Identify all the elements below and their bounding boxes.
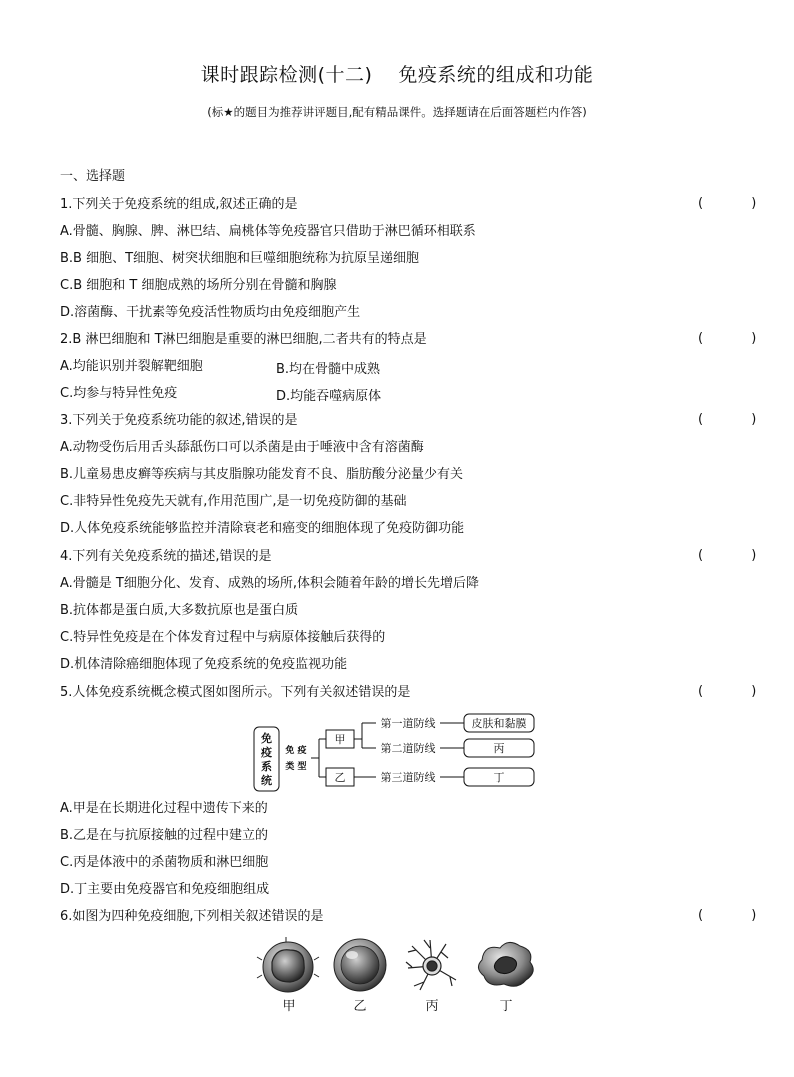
title-part-b: 免疫系统的组成和功能: [398, 64, 594, 86]
box2-label: 丙: [493, 742, 505, 755]
q2-option-b: B.均在骨髓中成熟: [276, 362, 381, 377]
answer-bracket: ( ): [698, 548, 779, 563]
question-2-stem: 2.B 淋巴细胞和 T淋巴细胞是重要的淋巴细胞,二者共有的特点是: [60, 332, 427, 347]
type-label-line1: 免 疫: [285, 746, 307, 756]
q1-option-b: B.B 细胞、T细胞、树突状细胞和巨噬细胞统称为抗原呈递细胞: [60, 251, 420, 266]
q4-option-b: B.抗体都是蛋白质,大多数抗原也是蛋白质: [60, 603, 299, 618]
cell-label-bing: 丙: [425, 999, 439, 1014]
question-3-stem: 3.下列关于免疫系统功能的叙述,错误的是: [60, 413, 298, 428]
answer-bracket: ( ): [698, 908, 779, 923]
q4-option-d: D.机体清除癌细胞体现了免疫系统的免疫监视功能: [60, 657, 348, 672]
system-char-3: 系: [261, 760, 272, 773]
cell-yi: [334, 939, 386, 991]
page-subtitle: (标★的题目为推荐讲评题目,配有精品课件。选择题请在后面答题栏内作答): [207, 105, 587, 119]
section-heading: 一、选择题: [60, 169, 126, 184]
q1-option-a: A.骨髓、胸腺、脾、淋巴结、扁桃体等免疫器官只借助于淋巴循环相联系: [60, 224, 476, 239]
type-label-line2: 类 型: [285, 762, 307, 772]
question-6-stem: 6.如图为四种免疫细胞,下列相关叙述错误的是: [60, 909, 324, 924]
title-part-a: 课时跟踪检测(十二): [200, 64, 373, 86]
q1-option-d: D.溶菌酶、干扰素等免疫活性物质均由免疫细胞产生: [60, 305, 361, 320]
cell-label-jia: 甲: [282, 999, 296, 1014]
system-char-4: 统: [261, 774, 272, 787]
cell-jia: [257, 937, 319, 992]
system-char-1: 免: [261, 732, 272, 745]
cell-label-ding: 丁: [499, 999, 513, 1014]
jia-label: 甲: [334, 733, 346, 746]
q5-option-c: C.丙是体液中的杀菌物质和淋巴细胞: [60, 855, 269, 870]
question-5-stem: 5.人体免疫系统概念模式图如图所示。下列有关叙述错误的是: [60, 685, 411, 700]
box3-label: 丁: [493, 771, 505, 784]
q2-option-d: D.均能吞噬病原体: [276, 389, 382, 404]
q4-option-c: C.特异性免疫是在个体发育过程中与病原体接触后获得的: [60, 630, 386, 645]
q5-option-d: D.丁主要由免疫器官和免疫细胞组成: [60, 882, 270, 897]
system-char-2: 疫: [261, 746, 272, 759]
q3-option-d: D.人体免疫系统能够监控并清除衰老和癌变的细胞体现了免疫防御功能: [60, 521, 465, 536]
question-4-stem: 4.下列有关免疫系统的描述,错误的是: [60, 549, 272, 564]
q3-option-a: A.动物受伤后用舌头舔舐伤口可以杀菌是由于唾液中含有溶菌酶: [60, 440, 424, 455]
answer-bracket: ( ): [698, 684, 779, 699]
cell-ding: [478, 942, 533, 986]
q2-option-c: C.均参与特异性免疫: [60, 386, 178, 401]
defense-line-1: 第一道防线: [380, 717, 436, 730]
q1-option-c: C.B 细胞和 T 细胞成熟的场所分别在骨髓和胸腺: [60, 278, 337, 293]
q5-option-b: B.乙是在与抗原接触的过程中建立的: [60, 828, 269, 843]
q3-option-c: C.非特异性免疫先天就有,作用范围广,是一切免疫防御的基础: [60, 494, 407, 509]
cell-label-yi: 乙: [353, 999, 367, 1014]
q5-option-a: A.甲是在长期进化过程中遗传下来的: [60, 801, 268, 816]
q4-option-a: A.骨髓是 T细胞分化、发育、成熟的场所,体积会随着年龄的增长先增后降: [60, 576, 480, 591]
q2-option-a: A.均能识别并裂解靶细胞: [60, 359, 203, 374]
q3-option-b: B.儿童易患皮癣等疾病与其皮脂腺功能发育不良、脂肪酸分泌量少有关: [60, 467, 464, 482]
question-1-stem: 1.下列关于免疫系统的组成,叙述正确的是: [60, 197, 298, 212]
defense-line-3: 第三道防线: [380, 771, 436, 784]
defense-line-2: 第二道防线: [380, 742, 436, 755]
answer-bracket: ( ): [698, 196, 779, 211]
answer-bracket: ( ): [698, 412, 779, 427]
yi-label: 乙: [334, 771, 346, 784]
answer-bracket: ( ): [698, 331, 779, 346]
cell-bing: [406, 940, 456, 990]
box1-label: 皮肤和黏膜: [471, 717, 527, 730]
